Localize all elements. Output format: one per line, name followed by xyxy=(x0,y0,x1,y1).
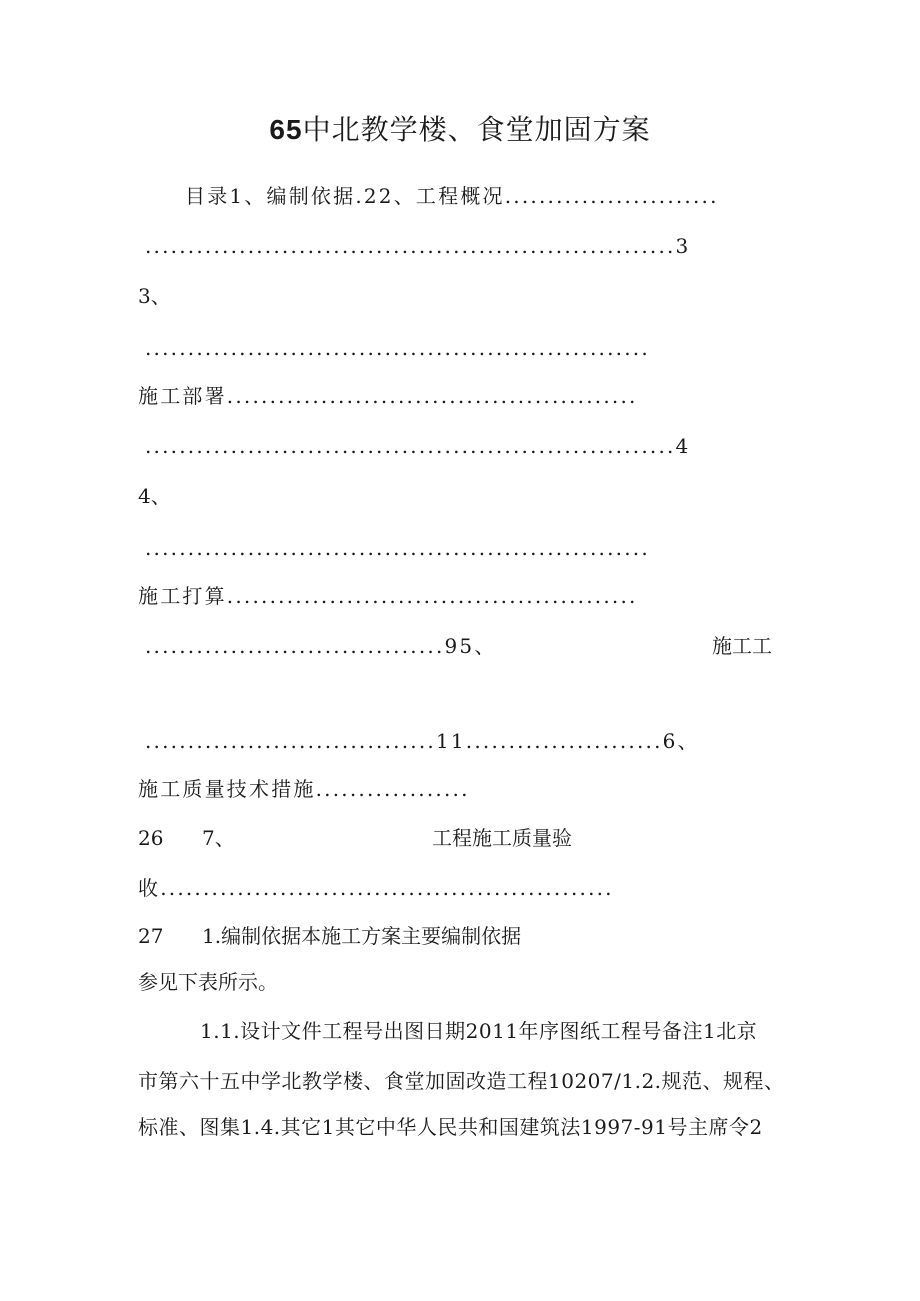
toc-line: ..............................................................4 xyxy=(145,434,691,458)
toc-line: ........................................................... xyxy=(145,336,650,360)
toc-line: 4、 xyxy=(138,484,171,508)
toc-line: 施工工 xyxy=(712,634,772,658)
body-line: 市第六十五中学北教学楼、食堂加固改造工程10207/1.2.规范、规程、 xyxy=(138,1069,785,1093)
toc-line: ........................................................... xyxy=(145,536,650,560)
toc-line: 收..................................................... xyxy=(138,876,614,900)
body-line: 参见下表所示。 xyxy=(138,970,278,994)
toc-line: 工程施工质量验 xyxy=(432,826,572,850)
title-text: 中北教学楼、食堂加固方案 xyxy=(302,113,651,146)
toc-line: ...................................95、 xyxy=(145,634,497,658)
toc-line: 施工质量技术措施.................. xyxy=(138,777,470,801)
body-line: 标准、图集1.4.其它1其它中华人民共和国建筑法1997-91号主席令2 xyxy=(138,1115,763,1139)
toc-line: ..............................................................3 xyxy=(145,234,691,258)
toc-line: 目录1、编制依据.22、工程概况......................... xyxy=(185,184,719,208)
toc-line: ..................................11.......................6、 xyxy=(145,729,700,753)
toc-line: 施工打算................................................ xyxy=(138,584,638,608)
section-heading: 1.编制依据本施工方案主要编制依据 xyxy=(202,924,522,948)
document-title xyxy=(0,110,920,150)
toc-line: 7、 xyxy=(202,826,235,850)
toc-line: 3、 xyxy=(138,284,171,308)
toc-line: 施工部署................................................ xyxy=(138,384,638,408)
toc-line: 27 xyxy=(138,924,164,948)
toc-line: 26 xyxy=(138,826,164,850)
body-line: 1.1.设计文件工程号出图日期2011年序图纸工程号备注1北京 xyxy=(200,1019,758,1043)
title-number: 65 xyxy=(269,114,303,145)
